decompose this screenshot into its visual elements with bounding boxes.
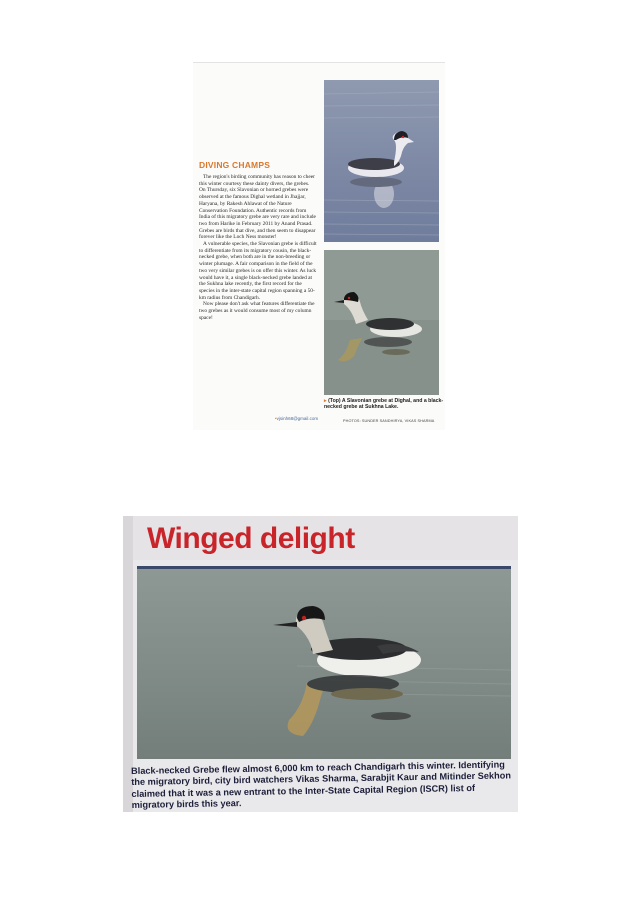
article-paragraph: Now please don't ask what features differentiate the two grebes as it would consume most of my column space!: [199, 301, 315, 321]
email-bullet-icon: •: [275, 416, 277, 421]
photo-caption: [324, 398, 444, 411]
author-email: [275, 416, 318, 421]
caption-arrow-icon: ▸: [324, 398, 327, 404]
article-heading: DIVING CHAMPS: [199, 160, 271, 170]
article-paragraph: The region's birding community has reason to cheer this winter courtesy these dainty divers, the grebes. On Thursday, six Slavonian or horned grebes were observed at the famous Dighal wetland in Jhajjar, Haryana, by Rakesh Ahlawat of the Nature Conservation Foundation. Authentic records from India of this migratory grebe are very rare and include two from Harike in February 2011 by Anand Prasad. Grebes are birds that dive, and then seem to disappear forever like the Loch Ness monster!: [199, 174, 316, 241]
photo-caption: Black-necked Grebe flew almost 6,000 km to reach Chandigarh this winter. Identifying the migratory bird, city bird watchers Vikas Sharma, Sarabjit Kaur and Mitinder Sekhon claimed that it was a new entrant to the Inter-State Capital Region (ISCR) list of migratory birds this year.: [131, 759, 512, 811]
author-email-text: vjsinh68@gmail.com: [276, 416, 319, 421]
article-column: [197, 160, 319, 321]
article-body: [199, 174, 317, 321]
top-rule: [193, 62, 445, 63]
black-necked-grebe-photo: [324, 250, 439, 395]
article-paragraph: A vulnerable species, the Slavonian grebe is difficult to differentiate from its migratory cousin, the black-necked grebe, when both are in the non-breeding or winter plumage. A fair comparison in the field of the two very similar grebes is on offer this winter. As luck would have it, a single black-necked grebe landed at the Sukhna lake recently, the first record for the species in the inter-state capital region spanning a 50-km radius from Chandigarh.: [199, 241, 317, 301]
newspaper-clipping-diving-champs: [193, 62, 445, 430]
newspaper-clipping-winged-delight: [123, 516, 518, 812]
photo-caption-text: (Top) A Slavonian grebe at Dighal, and a black-necked grebe at Sukhna Lake.: [324, 398, 444, 411]
black-necked-grebe-photo: [137, 566, 511, 759]
headline: Winged delight: [147, 522, 355, 555]
slavonian-grebe-photo: [324, 80, 439, 242]
photo-credit: PHOTOS: SUNDER SANDHIRYA, VIKAS SHARMA: [343, 419, 435, 423]
